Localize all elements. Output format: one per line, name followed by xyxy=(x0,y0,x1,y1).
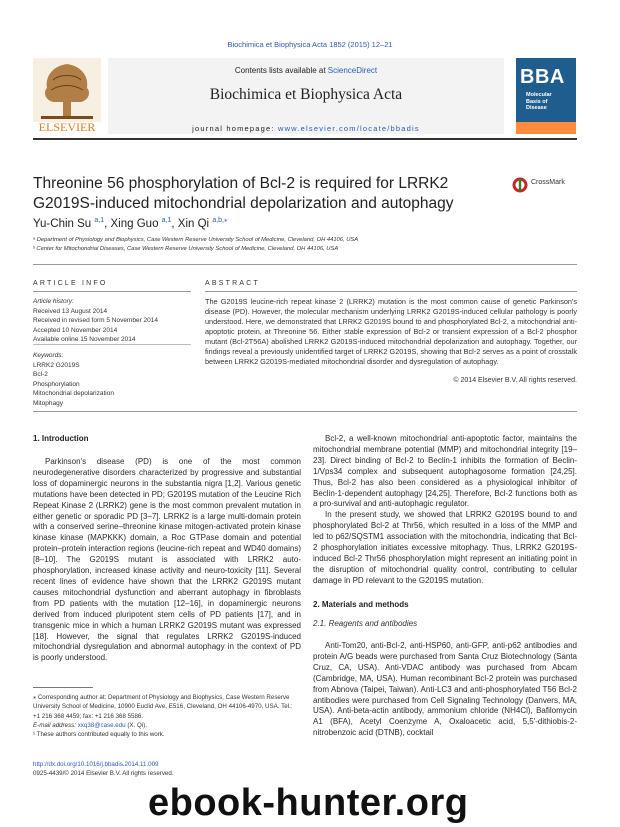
right-column xyxy=(313,434,577,587)
author-affiliation-marker[interactable]: a,1 xyxy=(161,217,172,224)
affiliation: ᵇ Center for Mitochondrial Diseases, Case Western Reserve University School of Medicine, Cleveland, OH 44106, USA xyxy=(33,246,339,252)
section-heading-introduction: 1. Introduction xyxy=(33,434,89,443)
contents-prefix: Contents lists available at xyxy=(234,66,328,75)
keyword: LRRK2 G2019S xyxy=(33,361,80,369)
keyword: Mitochondrial depolarization xyxy=(33,390,114,397)
cover-acronym: BBA xyxy=(520,66,565,88)
cover-subtitle-line: Molecular xyxy=(526,92,552,98)
author-list: Yu-Chin Su $^{a,1}$, Xing Guo $^{a,1}$, Xin Qi $^{a,b,⁎}$ xyxy=(33,217,228,230)
author-name[interactable]: Yu-Chin Su xyxy=(33,217,92,230)
article-info-heading: ARTICLE INFO xyxy=(33,280,108,287)
elsevier-logo xyxy=(33,58,101,134)
journal-reference[interactable]: Biochimica et Biophysica Acta 1852 (2015) 12–21 xyxy=(227,40,393,49)
author-name[interactable]: Xing Guo xyxy=(110,217,159,230)
corresponding-author-note: ⁎ Corresponding author at: Department of Physiology and Biophysics, Case Western Reserve University School of Medicine, 10900 Euclid Ave, E516, Cleveland, OH 44106-4970, USA. Tel.: +1 216 368 4459; fax: +1 216 368 5586. xyxy=(33,694,293,720)
homepage-line xyxy=(108,124,504,133)
history-label: Article history: xyxy=(33,298,74,305)
cover-subtitle-line: Basis of xyxy=(526,98,548,105)
journal-title: Biochimica et Biophysica Acta xyxy=(209,86,403,103)
footnotes xyxy=(33,693,301,739)
issn-line: 0925-4439/© 2014 Elsevier B.V. All rights reserved. xyxy=(33,770,174,777)
cover-subtitle xyxy=(526,92,552,112)
history-entry: Available online 15 November 2014 xyxy=(33,336,136,343)
subsection-heading-reagents: 2.1. Reagents and antibodies xyxy=(313,619,418,628)
body-paragraph: Parkinson's disease (PD) is one of the most common neurodegenerative disorders characterized by progressive and substantial loss of dopaminergic neurons in the substantia nigra [1,2]. Various genetic mutations have been detected in PD; G2019S mutation of the Leucine Rich Repeat Kinase 2 (LRRK2) gene is the most common prevalent mutation in either genetic or sporadic PD [3–7]. LRRK2 is a large multi-domain protein with a conserved serine–threonine kinase mitogen-activated protein kinase kinase kinase (MAPKKK) domain, a Roc GTPase domain and potential protein–protein interaction regions (leucine-rich repeat and WD40 domains) [8–10]. The G2019S mutant is associated with LRRK2 auto-phosphorylation, increased kinase activity and neuro-toxicity [11]. Several recent lines of evidence have shown that the LRRK2 G2019S mutant causes mitochondrial dysfunction and aberrant autophagy in fibroblasts from PD patients with the mutation [12–16], in dopaminergic neurons derived from induced pluripotent stem cells of PD patients [17], and in transgenic mice in which a human LRRK2 G2019S mutant was expressed [18]. However, the signal that regulates LRRK2 G2019S-induced mitochondrial dysregulation and abnormal autophagy in the context of PD is poorly understood. xyxy=(33,457,301,663)
cover-strip xyxy=(516,122,576,134)
keywords-label: Keywords: xyxy=(33,352,64,359)
body-paragraph: Anti-Tom20, anti-Bcl-2, anti-HSP60, anti-GFP, anti-p62 antibodies and protein A/G beads were purchased from Santa Cruz Biotechnology (Santa Cruz, CA, USA). Anti-VDAC antibody was purchased from Abcam (Cambridge, MA, USA). Human recombinant Bcl-2 protein was purchased from Abnova (Taipei, Taiwan). Anti-LC3 and anti-phosphorylated T56 Bcl-2 antibodies were purchased from Cell Signaling Technology (Danvers, MA, USA). Anti-beta-actin antibody, ammonium chloride (NH4Cl), Bafilomycin A1 (BFA), Acetyl Coenzyme A, Oxaloacetic acid, 5,5′-dithiobis-2-nitrobenzoic acid (DTNB), cocktail xyxy=(313,641,577,738)
sciencedirect-link[interactable]: ScienceDirect xyxy=(327,66,378,75)
abstract-paragraph: The G2019S leucine-rich repeat kinase 2 (LRRK2) mutation is the most common cause of genetic Parkinson's disease (PD). However, the molecular mechanism underlying LRRK2 G2019S-induced cellular pathology is poorly understood. Here, we demonstrated that LRRK2 G2019S bound to and phosphorylated Bcl-2, a mitochondrial anti-apoptotic protein, at Threonine 56. Either stable expression of Bcl-2 or transient expression of a Bcl-2 phosphor mutant (Bcl-2T56A) abolished LRRK2 G2019S-induced mitochondrial depolarization and autophagy. Together, our findings reveal a previously unidentified target of LRRK2 G2019S, showing that Bcl-2 serves as a point of crosstalk between LRRK2 G2019S-mediated mitochondrial disorder and dysregulation of autophagy. xyxy=(205,297,577,366)
left-column xyxy=(33,457,301,664)
email-note xyxy=(33,721,301,730)
divider xyxy=(33,264,577,265)
keyword: Mitophagy xyxy=(33,399,63,407)
article-history xyxy=(33,297,193,345)
homepage-prefix: journal homepage: xyxy=(192,124,278,133)
keyword: Phosphorylation xyxy=(33,380,80,388)
journal-cover xyxy=(516,58,576,134)
keywords xyxy=(33,351,193,408)
homepage-link[interactable]: www.elsevier.com/locate/bbadis xyxy=(277,124,420,133)
equal-contribution-note: ¹ These authors contributed equally to this work. xyxy=(33,731,165,739)
watermark: ebook-hunter.org xyxy=(148,782,469,824)
crossmark-label: CrossMark xyxy=(531,179,565,186)
keyword: Bcl-2 xyxy=(33,371,48,378)
email-suffix: (X. Qi). xyxy=(125,721,147,729)
section-heading-methods: 2. Materials and methods xyxy=(313,600,409,609)
bottom-info xyxy=(33,760,333,778)
abstract-body xyxy=(205,297,577,367)
body-paragraph: In the present study, we showed that LRRK2 G2019S bound to and phosphorylated Bcl-2 at Thr56, which resulted in a loss of the MMP and led to p62/SQSTM1 association with the mitochondria, indicating that Bcl-2 phosphorylation initiates excessive mitophagy. Thus, LRRK2 G2019S-induced Bcl-2 Thr56 phosphorylation might represent an initiating point in the disruption of mitochondrial quality control, contributing to cellular damage in PD relevant to the G2019S mutation. xyxy=(313,510,577,585)
history-entry: Accepted 10 November 2014 xyxy=(33,326,118,334)
divider xyxy=(33,291,191,292)
author-affiliation-marker[interactable]: a,b,⁎ xyxy=(212,217,228,224)
author-affiliation-marker[interactable]: a,1 xyxy=(94,217,105,224)
body-paragraph: Bcl-2, a well-known mitochondrial anti-apoptotic factor, maintains the mitochondrial membrane potential (MMP) and mitochondrial integrity [19–23]. Direct binding of Bcl-2 to Beclin-1 inhibits the formation of Beclin-1/Vps34 complex and subsequent autophagosome formation [24,25]. Thus, Bcl-2 has also been considered as a physiological inhibitor of Beclin-1-dependent autophagy [24,25]. Therefore, Bcl-2 functions both as a pro-survival and anti-autophagic regulator. xyxy=(313,434,577,509)
paper-title: Threonine 56 phosphorylation of Bcl-2 is required for LRRK2 G2019S-induced mitochondrial depolarization and autophagy xyxy=(33,175,454,212)
copyright-notice: © 2014 Elsevier B.V. All rights reserved. xyxy=(453,377,577,384)
cover-subtitle-line: Disease xyxy=(526,105,547,111)
divider xyxy=(33,344,191,345)
footnote-divider xyxy=(33,687,93,688)
email-label: E-mail address: xyxy=(33,721,78,729)
elsevier-wordmark: ELSEVIER xyxy=(38,120,96,134)
email-link[interactable]: xxq38@case.edu xyxy=(77,721,126,729)
crossmark-icon xyxy=(512,177,528,193)
contents-line xyxy=(108,66,504,75)
abstract-heading: ABSTRACT xyxy=(205,280,260,287)
history-entry: Received 13 August 2014 xyxy=(33,307,108,315)
header-divider xyxy=(33,138,577,140)
history-entry: Received in revised form 5 November 2014 xyxy=(33,317,159,324)
author-name[interactable]: Xin Qi xyxy=(177,217,210,230)
affiliation: ᵃ Department of Physiology and Biophysics, Case Western Reserve University School of Medicine, Cleveland, OH 44106, USA xyxy=(33,237,359,243)
methods-column xyxy=(313,641,577,739)
crossmark-badge[interactable] xyxy=(512,177,582,191)
divider xyxy=(205,291,577,292)
divider xyxy=(33,411,577,412)
doi-link[interactable]: http://dx.doi.org/10.1016/j.bbadis.2014.11.009 xyxy=(33,761,159,768)
